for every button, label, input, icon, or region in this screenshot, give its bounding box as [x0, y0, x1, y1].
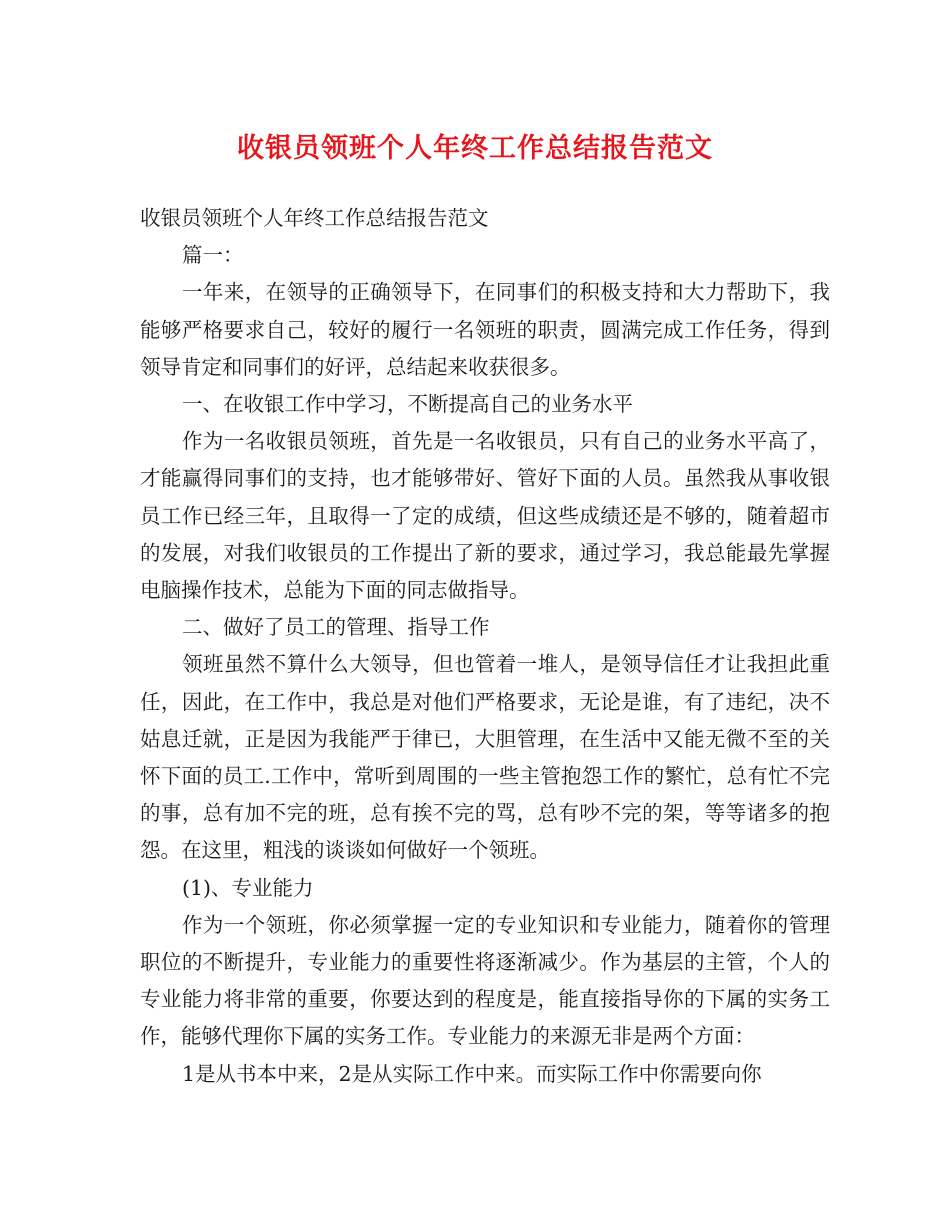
- section-label-part-one: 篇一：: [182, 243, 244, 268]
- paragraph-intro: 一年来，在领导的正确领导下，在同事们的积极支持和大力帮助下，我能够严格要求自己，较好的履行一名领班的职责，圆满完成工作任务，得到领导肯定和同事们的好评，总结起来收获很多。: [140, 280, 830, 379]
- subsection-heading-professional-ability: (1)、专业能力: [182, 875, 314, 900]
- section-heading-2: 二、做好了员工的管理、指导工作: [182, 615, 490, 640]
- section-heading-1: 一、在收银工作中学习，不断提高自己的业务水平: [182, 392, 633, 417]
- document-title: 收银员领班个人年终工作总结报告范文: [237, 133, 713, 164]
- document-subtitle: 收银员领班个人年终工作总结报告范文: [140, 206, 489, 230]
- paragraph-section-2: 领班虽然不算什么大领导，但也管着一堆人，是领导信任才让我担此重任，因此，在工作中，我总是对他们严格要求，无论是谁，有了违纪，决不姑息迁就，正是因为我能严于律已，大胆管理，在生活中又能无微不至的关怀下面的员工.工作中，常听到周围的一些主管抱怨工作的繁忙，总有忙不完的事，总有加不完的班，总有挨不完的骂，总有吵不完的架，等等诸多的抱怨。在这里，粗浅的谈谈如何做好一个领班。: [140, 652, 830, 863]
- paragraph-sources: 1是从书本中来，2是从实际工作中来。而实际工作中你需要向你: [182, 1061, 762, 1086]
- paragraph-section-1: 作为一名收银员领班，首先是一名收银员，只有自己的业务水平高了，才能赢得同事们的支持，也才能够带好、管好下面的人员。虽然我从事收银员工作已经三年，且取得一了定的成绩，但这些成绩还是不够的，随着超市的发展，对我们收银员的工作提出了新的要求，通过学习，我总能最先掌握电脑操作技术，总能为下面的同志做指导。: [140, 429, 830, 603]
- document-body: [140, 200, 830, 1093]
- paragraph-professional-ability: 作为一个领班，你必须掌握一定的专业知识和专业能力，随着你的管理职位的不断提升，专业能力的重要性将逐渐减少。作为基层的主管，个人的专业能力将非常的重要，你要达到的程度是，能直接指导你的下属的实务工作，能够代理你下属的实务工作。专业能力的来源无非是两个方面：: [140, 912, 830, 1049]
